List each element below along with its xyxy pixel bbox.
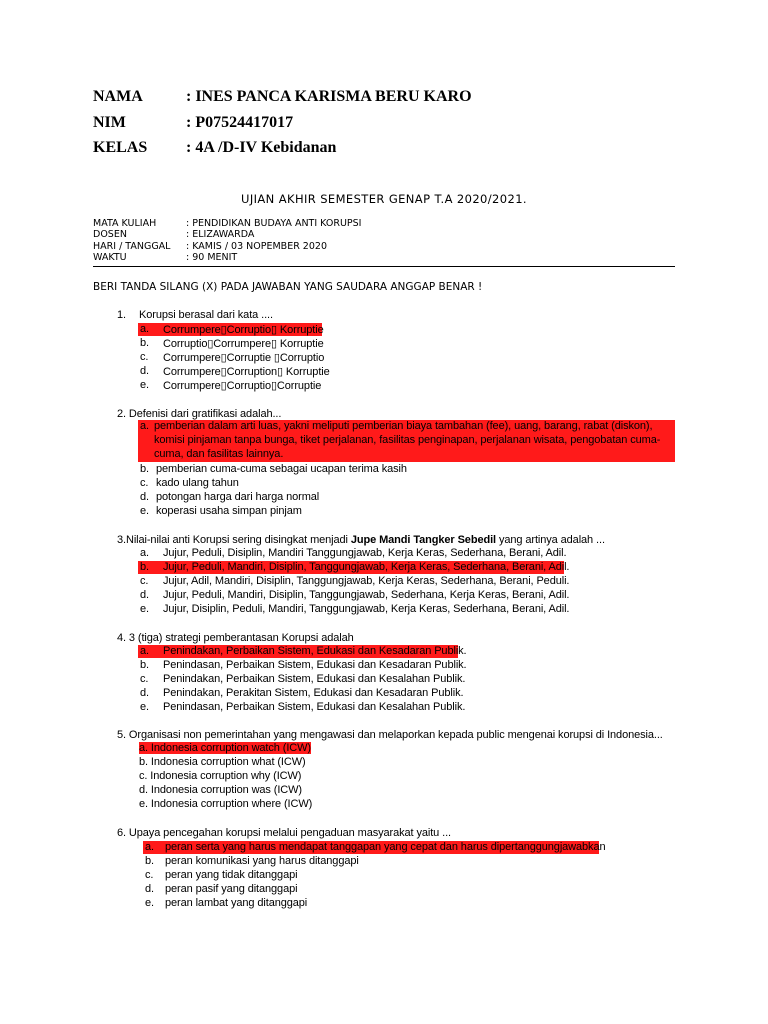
question-text: Korupsi berasal dari kata .... bbox=[139, 309, 273, 321]
option-text: Penindakan, Perakitan Sistem, Edukasi dan Kesadaran Publik. bbox=[163, 687, 464, 699]
option-letter: d. bbox=[140, 491, 149, 503]
nama-label: NAMA bbox=[93, 88, 143, 105]
option-text: peran serta yang harus mendapat tanggapan yang cepat dan harus dipertanggungjawabkan bbox=[165, 841, 606, 853]
nim-label: NIM bbox=[93, 114, 126, 131]
option-text: Jujur, Disiplin, Peduli, Mandiri, Tanggungjawab, Kerja Keras, Sederhana, Berani, Adil. bbox=[163, 603, 570, 615]
meta-label: HARI / TANGGAL bbox=[93, 241, 171, 252]
option-text: Jujur, Peduli, Mandiri, Disiplin, Tanggungjawab, Sederhana, Kerja Keras, Berani, Adil. bbox=[163, 589, 570, 601]
option-text: peran komunikasi yang harus ditanggapi bbox=[165, 855, 359, 867]
option-text: Penindasan, Perbaikan Sistem, Edukasi dan Kesalahan Publik. bbox=[163, 701, 466, 713]
option-text: Corruptio▯Corrumpere▯ Korruptie bbox=[163, 338, 324, 350]
option-text: peran pasif yang ditanggapi bbox=[165, 883, 298, 895]
option-letter: b. bbox=[140, 337, 149, 349]
option-letter: d. bbox=[140, 365, 149, 377]
nama-value: : INES PANCA KARISMA BERU KARO bbox=[186, 88, 472, 105]
question-text: 3.Nilai-nilai anti Korupsi sering disingkat menjadi bbox=[117, 534, 351, 546]
option-text: Corrumpere▯Corruptio▯Corruptie bbox=[163, 380, 322, 392]
q5-option-b[interactable] bbox=[139, 756, 306, 768]
kelas-label: KELAS bbox=[93, 139, 148, 156]
option-text: Jujur, Peduli, Mandiri, Disiplin, Tanggungjawab, Kerja Keras, Sederhana, Berani, Adil. bbox=[163, 561, 570, 573]
question-3 bbox=[117, 534, 605, 546]
option-letter: e. bbox=[140, 379, 149, 391]
meta-value: : ELIZAWARDA bbox=[186, 229, 255, 240]
instruction: BERI TANDA SILANG (X) PADA JAWABAN YANG SAUDARA ANGGAP BENAR ! bbox=[93, 281, 483, 293]
option-text: peran yang tidak ditanggapi bbox=[165, 869, 298, 881]
option-letter: c. bbox=[140, 575, 149, 587]
option-letter: a. bbox=[140, 420, 149, 432]
option-letter: e. bbox=[140, 603, 149, 615]
question-text-end: yang artinya adalah ... bbox=[496, 534, 605, 546]
option-text: koperasi usaha simpan pinjam bbox=[156, 505, 302, 517]
option-text-line-2: komisi pinjaman tanpa bunga, tiket perjalanan, fasilitas penginapan, perjalanan wisata, pengobatan cuma- bbox=[154, 434, 661, 446]
question-6: 6. Upaya pencegahan korupsi melalui pengaduan masyarakat yaitu ... bbox=[117, 827, 452, 839]
option-text: potongan harga dari harga normal bbox=[156, 491, 320, 503]
header-divider bbox=[93, 266, 675, 267]
option-letter: c. bbox=[140, 673, 149, 685]
question-acronym: Jupe Mandi Tangker Sebedil bbox=[350, 534, 496, 546]
option-text: peran lambat yang ditanggapi bbox=[165, 897, 308, 909]
q5-option-d[interactable] bbox=[139, 784, 302, 796]
option-text: Penindasan, Perbaikan Sistem, Edukasi dan Kesadaran Publik. bbox=[163, 659, 467, 671]
option-text-line-3: cuma, dan fasilitas lainnya. bbox=[154, 448, 284, 460]
option-text: pemberian cuma-cuma sebagai ucapan terima kasih bbox=[156, 463, 407, 475]
meta-label: WAKTU bbox=[93, 252, 127, 263]
q5-option-c[interactable] bbox=[139, 770, 301, 782]
option-text: a. Indonesia corruption watch (ICW) bbox=[139, 742, 311, 754]
option-text: Corrumpere▯Corruptie ▯Corruptio bbox=[163, 352, 325, 364]
option-letter: b. bbox=[145, 855, 154, 867]
q5-option-a[interactable] bbox=[139, 742, 311, 754]
option-text: d. Indonesia corruption was (ICW) bbox=[139, 784, 302, 796]
q5-option-e[interactable] bbox=[139, 798, 312, 810]
meta-value: : PENDIDIKAN BUDAYA ANTI KORUPSI bbox=[186, 218, 362, 229]
option-letter: b. bbox=[140, 659, 149, 671]
question-1 bbox=[117, 309, 273, 321]
option-letter: a. bbox=[140, 645, 149, 657]
option-letter: c. bbox=[140, 477, 149, 489]
option-text: Penindakan, Perbaikan Sistem, Edukasi dan Kesalahan Publik. bbox=[163, 673, 466, 685]
nim-value: : P07524417017 bbox=[186, 114, 294, 131]
option-letter: e. bbox=[145, 897, 154, 909]
option-letter: d. bbox=[140, 687, 149, 699]
option-text: Jujur, Adil, Mandiri, Disiplin, Tanggungjawab, Kerja Keras, Sederhana, Berani, Peduli. bbox=[163, 575, 570, 587]
option-text: e. Indonesia corruption where (ICW) bbox=[139, 798, 313, 810]
question-2: 2. Defenisi dari gratifikasi adalah... bbox=[117, 408, 282, 420]
meta-label: MATA KULIAH bbox=[93, 218, 157, 229]
option-text: Jujur, Peduli, Disiplin, Mandiri Tanggungjawab, Kerja Keras, Sederhana, Berani, Adil. bbox=[163, 547, 567, 559]
option-letter: e. bbox=[140, 701, 149, 713]
exam-title: UJIAN AKHIR SEMESTER GENAP T.A 2020/2021. bbox=[241, 192, 527, 206]
option-letter: b. bbox=[140, 463, 149, 475]
option-text: Penindakan, Perbaikan Sistem, Edukasi dan Kesadaran Publik. bbox=[163, 645, 467, 657]
kelas-value: : 4A /D-IV Kebidanan bbox=[186, 139, 337, 156]
question-number: 1. bbox=[117, 309, 126, 321]
option-letter: c. bbox=[140, 351, 149, 363]
option-text: Corrumpere▯Corruptio▯ Korruptie bbox=[163, 324, 324, 336]
option-letter: a. bbox=[140, 547, 149, 559]
option-letter: c. bbox=[145, 869, 154, 881]
question-4: 4. 3 (tiga) strategi pemberantasan Korupsi adalah bbox=[117, 632, 354, 644]
meta-value: : 90 MENIT bbox=[186, 252, 238, 263]
option-letter: d. bbox=[145, 883, 154, 895]
meta-label: DOSEN bbox=[93, 229, 127, 240]
meta-value: : KAMIS / 03 NOPEMBER 2020 bbox=[186, 241, 327, 252]
option-text: kado ulang tahun bbox=[156, 477, 239, 489]
option-letter: a. bbox=[145, 841, 154, 853]
question-5: 5. Organisasi non pemerintahan yang mengawasi dan melaporkan kepada public mengenai korupsi di Indonesia... bbox=[117, 729, 663, 741]
option-letter: e. bbox=[140, 505, 149, 517]
option-text: b. Indonesia corruption what (ICW) bbox=[139, 756, 306, 768]
option-text: Corrumpere▯Corruption▯ Korruptie bbox=[163, 366, 330, 378]
option-letter: d. bbox=[140, 589, 149, 601]
option-text: c. Indonesia corruption why (ICW) bbox=[139, 770, 302, 782]
option-letter: a. bbox=[140, 323, 149, 335]
option-letter: b. bbox=[140, 561, 149, 573]
option-text-line-1: pemberian dalam arti luas, yakni meliputi pemberian biaya tambahan (fee), uang, barang, rabat (diskon), bbox=[154, 420, 653, 432]
